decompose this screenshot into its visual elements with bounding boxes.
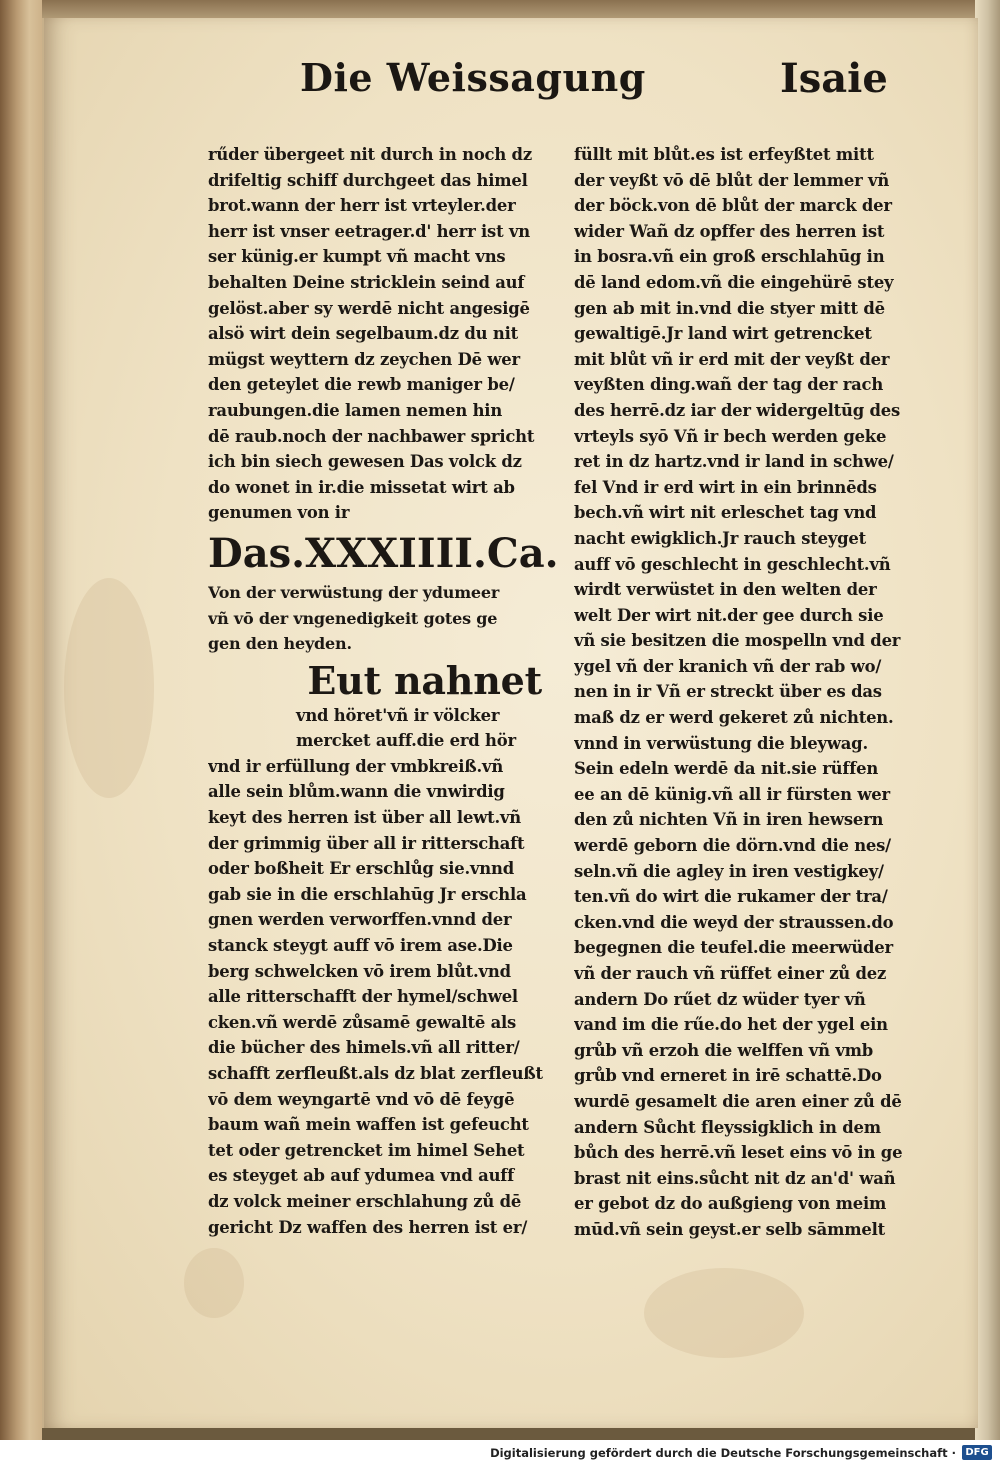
text-line: ygel vñ der kranich vñ der rab wo/ [574, 656, 882, 676]
text-line: gnen werden verworffen.vnnd der [208, 910, 512, 930]
text-line: keyt des herren ist über all lewt.vñ [208, 808, 522, 828]
text-line: werdē geborn die dörn.vnd die nes/ [574, 836, 891, 856]
paper-stain [644, 1268, 804, 1358]
text-line: füllt mit blůt.es ist erfeyßtet mitt [574, 145, 874, 164]
text-line: dz volck meiner erschlahung zů dē [208, 1191, 522, 1211]
right-column [574, 142, 914, 1243]
text-line: welt Der wirt nit.der gee durch sie [574, 605, 884, 625]
text-line: do wonet in ir.die missetat wirt ab [208, 477, 515, 497]
text-line: alsö wirt dein segelbaum.dz du nit [208, 324, 518, 344]
text-line: dē land edom.vñ die eingehürē stey [574, 272, 894, 292]
text-line: ret in dz hartz.vnd ir land in schwe/ [574, 452, 894, 472]
text-line: gericht Dz waffen des herren ist er/ [208, 1217, 528, 1237]
text-line: es steyget ab auf ydumea vnd auff [208, 1166, 515, 1186]
text-line: bech.vñ wirt nit erleschet tag vnd [574, 503, 877, 523]
book-name: Isaie [780, 55, 888, 102]
left-column-body-text [208, 703, 548, 1240]
text-line: dē raub.noch der nachbawer spricht [208, 426, 535, 446]
text-line: die bücher des himels.vñ all ritter/ [208, 1038, 520, 1058]
paper-stain [64, 578, 154, 798]
text-line: alle sein blům.wann die vnwirdig [208, 782, 505, 802]
text-line: vñ der rauch vñ rüffet einer zů dez [574, 964, 887, 983]
text-line: des herrē.dz iar der widergeltūg des [574, 400, 901, 420]
book-spine [0, 0, 42, 1440]
text-line: den zů nichten Vñ in iren hewsern [574, 810, 884, 830]
paper-stain [184, 1248, 244, 1318]
text-line: mercket auff.die erd hör [296, 731, 516, 751]
digitization-credit: Digitalisierung gefördert durch die Deutsche Forschungsgemeinschaft · [490, 1446, 956, 1460]
text-line: ich bin siech gewesen Das volck dz [208, 452, 522, 472]
chapter-heading: Das.XXXIIII.Ca. [208, 529, 559, 577]
text-line: gen ab mit in.vnd die styer mitt dē [574, 298, 885, 318]
text-line: auff vō geschlecht in geschlecht.vñ [574, 554, 891, 574]
text-line: bůch des herrē.vñ leset eins vō in ge [574, 1143, 903, 1163]
chapter-summary [208, 580, 548, 657]
summary-line: vñ vō der vngenedigkeit gotes ge [208, 608, 498, 628]
text-line: brot.wann der herr ist vrteyler.der [208, 196, 516, 216]
text-line: brast nit eins.sůcht nit dz an'd' wañ [574, 1168, 896, 1188]
text-line: wider Wañ dz opffer des herren ist [574, 221, 885, 241]
text-line: behalten Deine stricklein seind auf [208, 272, 525, 292]
text-line: mit blůt vñ ir erd mit der veyßt der [574, 349, 890, 369]
text-line: ee an dē künig.vñ all ir fürsten wer [574, 784, 890, 804]
text-line: tet oder getrencket im himel Sehet [208, 1140, 525, 1160]
text-line: stanck steygt auff vō irem ase.Die [208, 936, 513, 956]
text-line: den geteylet die rewb maniger be/ [208, 375, 515, 395]
chapter-incipit: Eut nahnet [307, 657, 542, 703]
left-column-top-text [208, 142, 548, 526]
text-line: vnnd in verwüstung die bleywag. [574, 733, 868, 753]
text-line: vand im die rűe.do het der ygel ein [574, 1015, 888, 1035]
text-line: berg schwelcken vō irem blůt.vnd [208, 961, 511, 981]
text-line: grůb vnd erneret in irē schattē.Do [574, 1066, 882, 1086]
summary-line: gen den heyden. [208, 634, 352, 654]
text-line: der grimmig über all ir ritterschaft [208, 833, 525, 853]
text-line: mügst weyttern dz zeychen Dē wer [208, 349, 520, 369]
text-line: ser künig.er kumpt vñ macht vns [208, 247, 506, 267]
text-line: fel Vnd ir erd wirt in ein brinnēds [574, 477, 877, 497]
text-line: mūd.vñ sein geyst.er selb sāmmelt [574, 1219, 885, 1239]
book-fore-edge [975, 0, 1000, 1440]
text-line: genumen von ir [208, 503, 350, 523]
text-line: cken.vnd die weyd der straussen.do [574, 912, 894, 932]
text-line: der böck.von dē blůt der marck der [574, 196, 892, 216]
dfg-logo[interactable]: DFG [962, 1445, 992, 1460]
text-line: schafft zerfleußt.als dz blat zerfleußt [208, 1064, 543, 1083]
text-line: cken.vñ werdē zůsamē gewaltē als [208, 1012, 517, 1032]
text-line: vnd höret'vñ ir völcker [296, 705, 500, 725]
text-line: seln.vñ die agley in iren vestigkey/ [574, 861, 884, 881]
text-line: grůb vñ erzoh die welffen vñ vmb [574, 1040, 874, 1060]
text-line: nen in ir Vñ er streckt über es das [574, 682, 882, 702]
text-line: gewaltigē.Jr land wirt getrencket [574, 324, 872, 344]
text-line: gelöst.aber sy werdē nicht angesigē [208, 298, 530, 318]
text-line: alle ritterschafft der hymel/schwel [208, 987, 518, 1007]
text-line: begegnen die teufel.die meerwüder [574, 938, 893, 958]
text-line: andern Sůcht fleyssigklich in dem [574, 1117, 881, 1137]
text-line: vnd ir erfüllung der vmbkreiß.vñ [208, 756, 504, 776]
text-line: Sein edeln werdē da nit.sie rüffen [574, 759, 879, 779]
text-line: gab sie in die erschlahūg Jr erschla [208, 884, 527, 904]
text-line: drifeltig schiff durchgeet das himel [208, 170, 528, 190]
text-line: oder boßheit Er erschlůg sie.vnnd [208, 859, 514, 879]
text-line: vñ sie besitzen die mospelln vnd der [574, 631, 901, 651]
text-line: vō dem weyngartē vnd vō dē feygē [208, 1089, 515, 1109]
left-column [208, 142, 559, 1240]
text-line: der veyßt vō dē blůt der lemmer vñ [574, 170, 890, 190]
text-line: vrteyls syō Vñ ir bech werden geke [574, 426, 887, 446]
text-line: maß dz er werd gekeret zů nichten. [574, 708, 894, 728]
text-line: veyßten ding.wañ der tag der rach [574, 375, 884, 395]
text-line: wirdt verwüstet in den welten der [574, 580, 877, 600]
text-line: baum wañ mein waffen ist gefeucht [208, 1115, 529, 1135]
text-line: ten.vñ do wirt die rukamer der tra/ [574, 887, 888, 907]
text-line: andern Do rűet dz wüder tyer vñ [574, 989, 866, 1009]
text-line: in bosra.vñ ein groß erschlahūg in [574, 247, 885, 267]
running-title: Die Weissagung [300, 55, 646, 100]
text-line: er gebot dz do außgieng von meim [574, 1194, 887, 1214]
summary-line: Von der verwüstung der ydumeer [208, 582, 500, 602]
text-line: herr ist vnser eetrager.d' herr ist vn [208, 221, 530, 241]
text-line: rűder übergeet nit durch in noch dz [208, 145, 532, 164]
text-line: nacht ewigklich.Jr rauch steyget [574, 528, 867, 548]
text-line: wurdē gesamelt die aren einer zů dē [574, 1091, 902, 1111]
text-line: raubungen.die lamen nemen hin [208, 400, 503, 420]
